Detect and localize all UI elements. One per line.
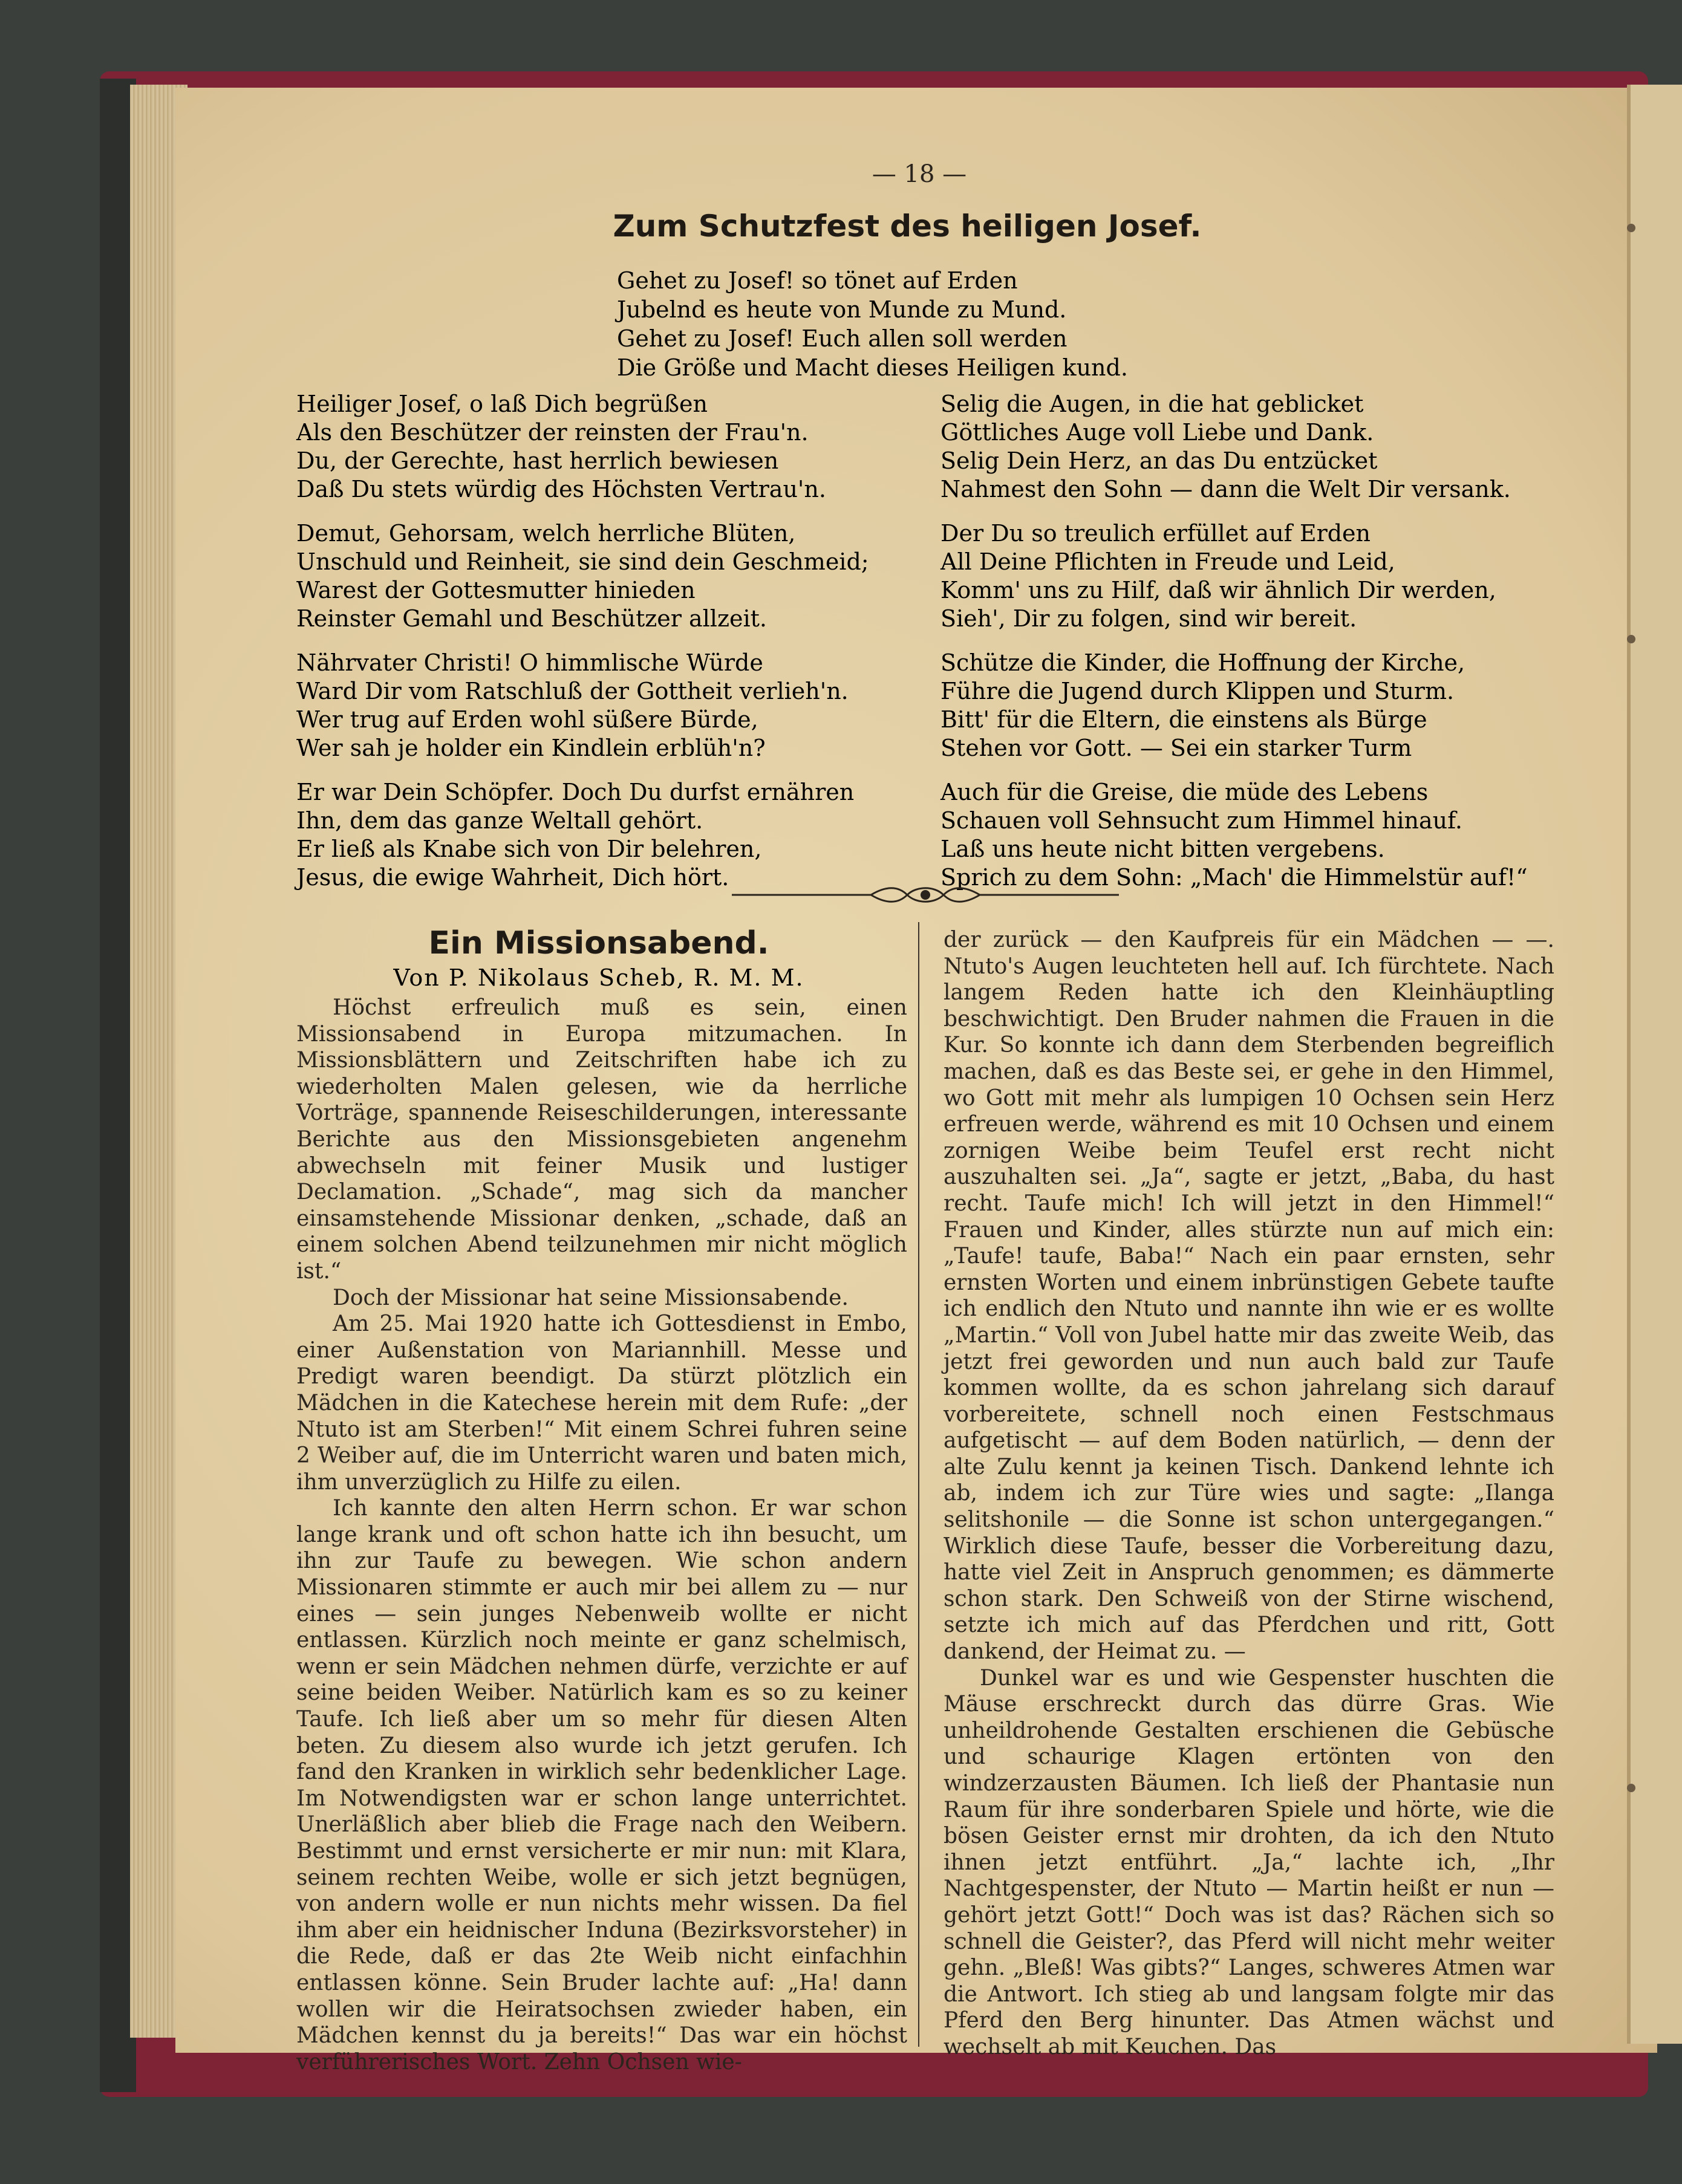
verse-line: Unschuld und Reinheit, sie sind dein Geschmeid;	[296, 548, 869, 575]
verse-line: Sprich zu dem Sohn: „Mach' die Himmelstür auf!“	[940, 864, 1528, 891]
stanza	[296, 649, 931, 762]
verse-line: Er war Dein Schöpfer. Doch Du durfst ernähren	[296, 779, 855, 805]
paragraph: Dunkel war es und wie Gespenster huschten die Mäuse erschreckt durch das dürre Gras. Wie unheildrohende Gestalten erschienen die Gebüsche und schaurige Klagen ertönten von den windzerzausten Bäumen. Ich ließ der Phantasie nun Raum für ihre sonderbaren Spiele und hörte, wie die bösen Geister ernst mir drohten, da ich den Ntuto ihnen jetzt entführt. „Ja,“ lachte ich, „Ihr Nachtgespenster, der Ntuto — Martin heißt er nun — gehört jetzt Gott!“ Doch was ist das? Rächen sich so schnell die Geister?, das Pferd will nicht mehr weiter gehn. „Bleß! Was gibts?“ Langes, schweres Atmen war die Antwort. Ich stieg ab und langsam folgte mir das Pferd den Berg hinunter. Das Atmen wächst und wechselt ab mit Keuchen. Das	[944, 1665, 1554, 2059]
verse-line: Heiliger Josef, o laß Dich begrüßen	[296, 391, 708, 417]
stanza	[940, 519, 1576, 633]
verse-line: Der Du so treulich erfüllet auf Erden	[940, 520, 1371, 547]
poem-title: Zum Schutzfest des heiligen Josef.	[613, 209, 1202, 244]
verse-line: Nahmest den Sohn — dann die Welt Dir versank.	[940, 476, 1511, 502]
verse-line: Nährvater Christi! O himmlische Würde	[296, 649, 763, 676]
facing-page-edge	[1627, 85, 1682, 2044]
verse-line: Demut, Gehorsam, welch herrliche Blüten,	[296, 520, 796, 547]
verse-line: Göttliches Auge voll Liebe und Dank.	[940, 419, 1374, 446]
binding-nail	[1627, 1784, 1635, 1792]
paragraph: Höchst erfreulich muß es sein, einen Missionsabend in Europa mitzumachen. In Missionsblättern und Zeitschriften habe ich zu wiederholten Malen gelesen, wie da herrliche Vorträge, spannende Reiseschilderungen, interessante Berichte aus den Missionsgebieten angenehm abwechseln mit feiner Musik und lustiger Declamation. „Schade“, mag sich da mancher einsamstehende Missionar denken, „schade, daß an einem solchen Abend teilzunehmen mir nicht möglich ist.“	[296, 995, 907, 1284]
verse-line: Als den Beschützer der reinsten der Frau'n.	[296, 419, 809, 446]
verse-line: Auch für die Greise, die müde des Lebens	[940, 779, 1429, 805]
verse-line: Du, der Gerechte, hast herrlich bewiesen	[296, 447, 779, 474]
verse-line: Er ließ als Knabe sich von Dir belehren,	[296, 836, 762, 862]
verse-line: Schauen voll Sehnsucht zum Himmel hinauf.	[940, 807, 1462, 834]
verse-line: Ward Dir vom Ratschluß der Gottheit verlieh'n.	[296, 678, 849, 704]
verse-line: Bitt' für die Eltern, die einstens als Bürge	[940, 706, 1427, 733]
page-number: — 18 —	[872, 160, 967, 188]
verse-line: Die Größe und Macht dieses Heiligen kund.	[617, 354, 1128, 381]
poem-right-column	[940, 390, 1576, 908]
verse-line: Stehen vor Gott. — Sei ein starker Turm	[940, 735, 1412, 761]
article-title: Ein Missionsabend.	[428, 925, 769, 961]
paragraph: der zurück — den Kaufpreis für ein Mädchen — —. Ntuto's Augen leuchteten hell auf. Ich fürchtete. Nach langem Reden hatte ich den Kleinhäuptling beschwichtigt. Den Bruder nahmen die Frauen in die Kur. So konnte ich dann dem Sterbenden begreiflich machen, daß es das Beste sei, er gehe in den Himmel, wo Gott mit mehr als lumpigen 10 Ochsen sein Herz erfreuen werde, während es mit 10 Ochsen und einem zornigen Weibe beim Teufel erst recht nicht auszuhalten sei. „Ja“, sagte er jetzt, „Baba, du hast recht. Taufe mich! Ich will jetzt in den Himmel!“ Frauen und Kinder, alles stürzte nun auf mich ein: „Taufe! taufe, Baba!“ Nach ein paar ernsten, sehr ernsten Worten und einem inbrünstigen Gebete taufte ich endlich den Ntuto und nannte ihn wie er es wollte „Martin.“ Voll von Jubel hatte mir das zweite Weib, das jetzt frei geworden und nun auch bald zur Taufe kommen wollte, da es schon jahrelang sich darauf vorbereitete, schnell noch einen Festschmaus aufgetischt — auf dem Boden natürlich, — denn der alte Zulu kennt ja keinen Tisch. Dankend lehnte ich ab, indem ich zur Türe wies und sagte: „Ilanga selitshonile — die Sonne ist schon untergegangen.“ Wirklich diese Taufe, besser die Vorbereitung dazu, hatte viel Zeit in Anspruch genommen; es dämmerte schon stark. Den Schweiß von der Stirne wischend, setzte ich mich auf das Pferdchen und ritt, Gott dankend, der Heimat zu. —	[944, 928, 1554, 1665]
poem-left-column	[296, 390, 931, 908]
verse-line: Wer trug auf Erden wohl süßere Bürde,	[296, 706, 758, 733]
verse-line: Komm' uns zu Hilf, daß wir ähnlich Dir werden,	[940, 577, 1496, 603]
stanza	[296, 778, 931, 892]
verse-line: Ihn, dem das ganze Weltall gehört.	[296, 807, 703, 834]
verse-line: Gehet zu Josef! so tönet auf Erden	[617, 267, 1018, 294]
verse-line: Führe die Jugend durch Klippen und Sturm.	[940, 678, 1455, 704]
stanza	[940, 778, 1576, 892]
stanza	[296, 519, 931, 633]
poem-intro	[617, 266, 1161, 382]
article-left-column	[296, 995, 907, 2075]
verse-line: Selig Dein Herz, an das Du entzücket	[940, 447, 1378, 474]
verse-line: Jubelnd es heute von Munde zu Mund.	[617, 296, 1067, 323]
paragraph: Am 25. Mai 1920 hatte ich Gottesdienst in Embo, einer Außenstation von Mariannhill. Messe und Predigt waren beendigt. Da stürzt plötzlich ein Mädchen in die Katechese herein mit dem Rufe: „der Ntuto ist am Sterben!“ Mit einem Schrei fuhren seine 2 Weiber auf, die im Unterricht waren und baten mich, ihm unverzüglich zu Hilfe zu eilen.	[296, 1311, 907, 1495]
verse-line: All Deine Pflichten in Freude und Leid,	[940, 548, 1395, 575]
verse-line: Sieh', Dir zu folgen, sind wir bereit.	[940, 605, 1357, 632]
verse-line: Wer sah je holder ein Kindlein erblüh'n?	[296, 735, 766, 761]
stanza	[940, 390, 1576, 504]
verse-line: Schütze die Kinder, die Hoffnung der Kirche,	[940, 649, 1465, 676]
verse-line: Daß Du stets würdig des Höchsten Vertrau'n.	[296, 476, 826, 502]
article-right-column	[944, 927, 1554, 2061]
verse-line: Selig die Augen, in die hat geblicket	[940, 391, 1364, 417]
paragraph: Doch der Missionar hat seine Missionsabende.	[333, 1285, 849, 1310]
binding-nail	[1627, 635, 1635, 643]
paragraph: Ich kannte den alten Herrn schon. Er war schon lange krank und oft schon hatte ich ihn besucht, um ihn zur Taufe zu bewegen. Wie schon andern Missionaren stimmte er auch mir bei allem zu — nur eines — sein junges Nebenweib wollte er nicht entlassen. Kürzlich noch meinte er ganz schelmisch, wenn er sein Mädchen nehmen dürfe, verzichte er auf seine beiden Weiber. Natürlich kam es so zu keiner Taufe. Ich ließ aber um so mehr für diesen Alten beten. Zu diesem also wurde ich jetzt gerufen. Ich fand den Kranken in wirklich sehr bedenklicher Lage. Im Notwendigsten war er schon lange unterrichtet. Unerläßlich aber blieb die Frage nach den Weibern. Bestimmt und ernst versicherte er mir nun: mit Klara, seinem rechten Weibe, wolle er sich jetzt begnügen, von andern wolle er nun nichts mehr wissen. Da fiel ihm aber ein heidnischer Induna (Bezirksvorsteher) in die Rede, daß er das 2te Weib nicht einfachhin entlassen könne. Sein Bruder lachte auf: „Ha! dann wollen wir die Heiratsochsen zwieder haben, ein Mädchen kennst du ja bereits!“ Das war ein höchst verführerisches Wort. Zehn Ochsen wie-	[296, 1496, 907, 2075]
column-rule	[918, 922, 919, 2047]
verse-line: Reinster Gemahl und Beschützer allzeit.	[296, 605, 767, 632]
verse-line: Jesus, die ewige Wahrheit, Dich hört.	[296, 864, 729, 891]
verse-line: Laß uns heute nicht bitten vergebens.	[940, 836, 1385, 862]
binding-nail	[1627, 224, 1635, 232]
verse-line: Gehet zu Josef! Euch allen soll werden	[617, 325, 1068, 352]
article-byline: Von P. Nikolaus Scheb, R. M. M.	[393, 964, 804, 991]
ornament-divider	[732, 886, 1119, 904]
verse-line: Warest der Gottesmutter hinieden	[296, 577, 696, 603]
stanza	[296, 390, 931, 504]
stanza	[940, 649, 1576, 762]
